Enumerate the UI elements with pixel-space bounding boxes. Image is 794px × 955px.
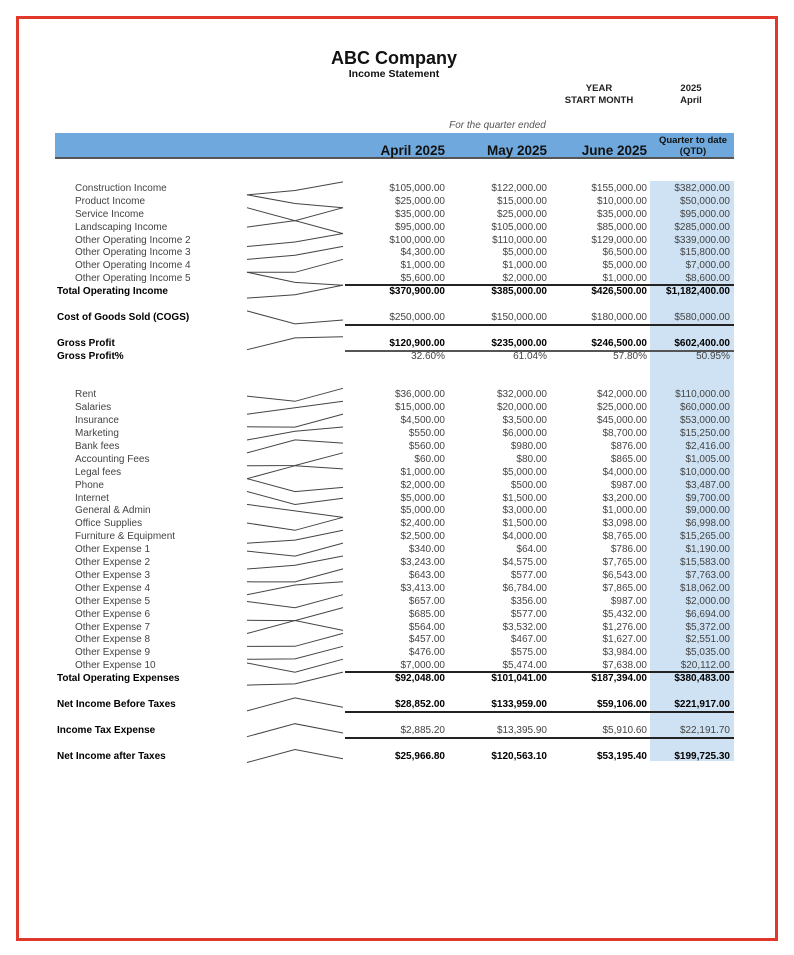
- may-value: 61.04%: [513, 350, 547, 362]
- row-label: Other Expense 10: [75, 660, 156, 672]
- may-value: $120,563.10: [491, 750, 547, 762]
- june-value: $187,394.00: [591, 673, 647, 685]
- row-label: Other Operating Income 2: [75, 234, 191, 246]
- expense-line-item: [55, 466, 734, 479]
- statement-title: Income Statement: [348, 68, 440, 80]
- may-value: $133,959.00: [491, 698, 547, 710]
- june-value: $35,000.00: [596, 208, 647, 220]
- june-value: $7,638.00: [602, 660, 647, 672]
- income-line-item: [55, 195, 734, 208]
- qtd-value: $18,062.00: [679, 582, 730, 594]
- row-label: Other Expense 1: [75, 544, 151, 556]
- may-value: $385,000.00: [491, 286, 547, 298]
- gross-profit-percent-row: [55, 350, 734, 363]
- may-value: $500.00: [510, 479, 547, 491]
- april-value: $100,000.00: [389, 234, 445, 246]
- june-value: $5,910.60: [602, 724, 647, 736]
- april-value: $25,966.80: [394, 750, 445, 762]
- column-header-june: June 2025: [581, 143, 647, 158]
- row-label: Total Operating Income: [57, 286, 168, 298]
- june-value: $45,000.00: [596, 415, 647, 427]
- qtd-value: $1,005.00: [685, 453, 730, 465]
- total-operating-income-row: [55, 285, 734, 298]
- may-value: $577.00: [510, 608, 547, 620]
- may-value: $122,000.00: [491, 182, 547, 194]
- gross-profit-row: [55, 337, 734, 350]
- subtotal-rule: [345, 711, 734, 713]
- april-value: $476.00: [408, 647, 445, 659]
- june-value: $987.00: [610, 595, 647, 607]
- income-line-item: [55, 246, 734, 259]
- expense-line-item: [55, 517, 734, 530]
- june-value: $129,000.00: [591, 234, 647, 246]
- april-value: $15,000.00: [394, 402, 445, 414]
- row-label: Other Expense 8: [75, 634, 151, 646]
- row-label: Other Operating Income 3: [75, 247, 191, 259]
- qtd-value: $1,182,400.00: [666, 286, 730, 298]
- qtd-value: $382,000.00: [674, 182, 730, 194]
- qtd-value: $199,725.30: [674, 750, 730, 762]
- april-value: $250,000.00: [389, 311, 445, 323]
- cogs-row: [55, 311, 734, 324]
- company-name: ABC Company: [330, 48, 457, 68]
- may-value: $235,000.00: [491, 337, 547, 349]
- qtd-value: $380,483.00: [674, 673, 730, 685]
- qtd-value: $15,800.00: [679, 247, 730, 259]
- qtd-value: $60,000.00: [679, 402, 730, 414]
- column-header-april: April 2025: [380, 143, 445, 158]
- june-value: $7,765.00: [602, 557, 647, 568]
- qtd-header-line1: Quarter to date: [658, 135, 728, 146]
- qtd-value: $339,000.00: [674, 234, 730, 246]
- may-value: $1,500.00: [502, 492, 547, 504]
- june-value: $876.00: [610, 440, 647, 452]
- april-value: $370,900.00: [389, 286, 445, 298]
- april-value: $4,300.00: [400, 247, 445, 259]
- may-value: $2,000.00: [502, 273, 547, 285]
- june-value: $786.00: [610, 544, 647, 556]
- april-value: $2,000.00: [400, 479, 445, 491]
- qtd-value: $1,190.00: [685, 544, 730, 556]
- expense-line-item: [55, 595, 734, 608]
- qtd-value: $2,000.00: [685, 595, 730, 607]
- row-label: Other Expense 3: [75, 569, 151, 581]
- qtd-value: $10,000.00: [679, 466, 730, 478]
- april-value: $92,048.00: [394, 673, 445, 685]
- income-line-item: [55, 208, 734, 221]
- may-value: $25,000.00: [496, 208, 547, 220]
- june-value: $5,432.00: [602, 608, 647, 620]
- total-operating-expenses-row: [55, 672, 734, 685]
- april-value: $2,500.00: [400, 531, 445, 543]
- qtd-value: $3,487.00: [685, 479, 730, 491]
- june-value: $1,276.00: [602, 621, 647, 633]
- april-value: $35,000.00: [394, 208, 445, 220]
- expense-line-item: [55, 453, 734, 466]
- row-label: Furniture & Equipment: [75, 531, 176, 543]
- june-value: 57.80%: [613, 350, 647, 362]
- may-value: $3,000.00: [502, 505, 547, 517]
- april-value: $657.00: [408, 595, 445, 607]
- may-value: $1,000.00: [502, 260, 547, 272]
- april-value: $5,600.00: [400, 273, 445, 285]
- may-value: $3,532.00: [502, 621, 547, 633]
- may-value: $5,000.00: [502, 247, 547, 259]
- qtd-value: $50,000.00: [679, 195, 730, 207]
- row-label: Gross Profit%: [57, 350, 124, 362]
- qtd-value: $5,035.00: [685, 647, 730, 659]
- june-value: $155,000.00: [591, 182, 647, 194]
- april-value: $7,000.00: [400, 660, 445, 672]
- row-label: Phone: [75, 479, 104, 491]
- qtd-value: $95,000.00: [679, 208, 730, 220]
- row-label: Bank fees: [75, 440, 120, 452]
- income-tax-expense-row: [55, 724, 734, 737]
- may-value: $577.00: [510, 569, 547, 581]
- june-value: $10,000.00: [596, 195, 647, 207]
- row-label: Other Expense 9: [75, 647, 151, 659]
- june-value: $426,500.00: [591, 286, 647, 298]
- expense-line-item: [55, 440, 734, 453]
- row-label: Other Operating Income 4: [75, 260, 191, 272]
- june-value: $3,984.00: [602, 647, 647, 659]
- expense-line-item: [55, 388, 734, 401]
- qtd-value: $53,000.00: [679, 415, 730, 427]
- june-value: $8,700.00: [602, 428, 647, 439]
- april-value: $2,885.20: [400, 724, 445, 736]
- may-value: $3,500.00: [502, 415, 547, 427]
- june-value: $5,000.00: [602, 260, 647, 272]
- qtd-value: 50.95%: [696, 350, 730, 362]
- may-value: $15,000.00: [496, 195, 547, 207]
- april-value: $105,000.00: [389, 182, 445, 194]
- may-value: $6,784.00: [502, 582, 547, 594]
- april-value: $25,000.00: [394, 195, 445, 207]
- subtotal-rule: [345, 737, 734, 739]
- expense-line-item: [55, 621, 734, 634]
- june-value: $987.00: [610, 479, 647, 491]
- row-label: Office Supplies: [75, 518, 143, 530]
- row-label: Other Expense 7: [75, 621, 151, 633]
- qtd-value: $6,694.00: [685, 608, 730, 620]
- row-label: Net Income after Taxes: [57, 750, 166, 762]
- june-value: $25,000.00: [596, 402, 647, 414]
- expense-line-item: [55, 427, 734, 440]
- qtd-value: $9,700.00: [685, 492, 730, 504]
- qtd-value: $9,000.00: [685, 505, 730, 517]
- may-value: $1,500.00: [502, 518, 547, 530]
- expense-line-item: [55, 543, 734, 556]
- april-value: $60.00: [414, 453, 445, 465]
- expense-line-item: [55, 492, 734, 505]
- june-value: $85,000.00: [596, 221, 647, 233]
- column-header-may: May 2025: [486, 143, 547, 158]
- june-value: $59,106.00: [596, 698, 647, 710]
- expense-line-item: [55, 646, 734, 659]
- row-label: Cost of Goods Sold (COGS): [57, 311, 190, 323]
- row-label: Internet: [75, 492, 109, 504]
- qtd-value: $221,917.00: [674, 698, 730, 710]
- qtd-value: $22,191.70: [679, 724, 730, 736]
- income-line-item: [55, 259, 734, 272]
- expense-line-item: [55, 582, 734, 595]
- june-value: $6,500.00: [602, 247, 647, 259]
- june-value: $1,000.00: [602, 273, 647, 285]
- income-line-item: [55, 182, 734, 195]
- expense-line-item: [55, 530, 734, 543]
- may-value: $13,395.90: [496, 724, 547, 736]
- subtotal-rule: [345, 324, 734, 326]
- april-value: $36,000.00: [394, 389, 445, 401]
- june-value: $1,627.00: [602, 634, 647, 646]
- april-value: $457.00: [408, 634, 445, 646]
- may-value: $4,000.00: [502, 531, 547, 543]
- expense-line-item: [55, 414, 734, 427]
- row-label: Product Income: [75, 195, 146, 207]
- may-value: $5,000.00: [502, 466, 547, 478]
- may-value: $80.00: [516, 453, 547, 465]
- qtd-value: $580,000.00: [674, 311, 730, 323]
- may-value: $110,000.00: [492, 234, 547, 246]
- net-income-before-taxes-row: [55, 698, 734, 711]
- qtd-value: $5,372.00: [685, 621, 730, 633]
- may-value: $32,000.00: [496, 389, 547, 401]
- april-value: $95,000.00: [394, 221, 445, 233]
- june-value: $3,200.00: [602, 492, 647, 504]
- row-label: Salaries: [75, 402, 112, 414]
- june-value: $3,098.00: [602, 518, 647, 530]
- row-label: Other Expense 5: [75, 595, 151, 607]
- april-value: $560.00: [408, 440, 445, 452]
- may-value: $64.00: [516, 544, 547, 556]
- expense-line-item: [55, 569, 734, 582]
- june-value: $6,543.00: [602, 569, 647, 581]
- june-value: $42,000.00: [596, 389, 647, 401]
- april-value: $2,400.00: [400, 518, 445, 530]
- net-income-after-taxes-row: [55, 750, 734, 763]
- qtd-value: $7,763.00: [685, 569, 730, 581]
- row-label: Accounting Fees: [75, 453, 150, 465]
- may-value: $105,000.00: [491, 221, 547, 233]
- qtd-value: $110,000.00: [675, 389, 730, 401]
- may-value: $20,000.00: [496, 402, 547, 414]
- row-label: Construction Income: [75, 182, 167, 194]
- qtd-value: $20,112.00: [680, 660, 730, 672]
- row-label: Service Income: [75, 208, 144, 220]
- row-label: Other Expense 4: [75, 582, 151, 594]
- qtd-value: $2,416.00: [685, 440, 730, 452]
- april-value: $3,413.00: [400, 582, 445, 594]
- row-label: Other Operating Income 5: [75, 273, 191, 285]
- april-value: $1,000.00: [400, 466, 445, 478]
- april-value: $3,243.00: [400, 557, 445, 568]
- total-rule: [345, 671, 734, 673]
- april-value: $5,000.00: [400, 492, 445, 504]
- april-value: $643.00: [408, 569, 445, 581]
- june-value: $4,000.00: [602, 466, 647, 478]
- expense-line-item: [55, 401, 734, 414]
- qtd-value: $285,000.00: [674, 221, 730, 233]
- june-value: $180,000.00: [591, 311, 647, 323]
- year-value[interactable]: 2025: [680, 83, 702, 94]
- may-value: $575.00: [510, 647, 547, 659]
- expense-line-item: [55, 608, 734, 621]
- april-value: $550.00: [408, 428, 445, 439]
- june-value: $1,000.00: [602, 505, 647, 517]
- year-label: YEAR: [585, 83, 613, 94]
- quarter-note: For the quarter ended: [449, 120, 546, 131]
- row-label: Other Expense 6: [75, 608, 151, 620]
- april-value: $28,852.00: [394, 698, 445, 710]
- row-label: Other Expense 2: [75, 557, 151, 568]
- qtd-value: $15,265.00: [679, 531, 730, 543]
- june-value: $8,765.00: [602, 531, 647, 543]
- qtd-value: $602,400.00: [674, 337, 730, 349]
- april-value: $685.00: [408, 608, 445, 620]
- qtd-value: $2,551.00: [685, 634, 730, 646]
- april-value: $340.00: [408, 544, 445, 556]
- april-value: $4,500.00: [400, 415, 445, 427]
- april-value: $120,900.00: [389, 337, 445, 349]
- start-month-value[interactable]: April: [680, 95, 702, 106]
- may-value: $150,000.00: [491, 311, 547, 323]
- may-value: $980.00: [510, 440, 547, 452]
- april-value: $1,000.00: [400, 260, 445, 272]
- row-label: Net Income Before Taxes: [57, 698, 176, 710]
- may-value: $101,041.00: [491, 673, 547, 685]
- may-value: $6,000.00: [502, 428, 547, 439]
- april-value: $5,000.00: [400, 505, 445, 517]
- row-label: Rent: [75, 389, 97, 401]
- row-label: Gross Profit: [57, 337, 115, 349]
- june-value: $7,865.00: [602, 582, 647, 594]
- row-label: Total Operating Expenses: [57, 673, 180, 685]
- qtd-value: $15,583.00: [679, 557, 730, 568]
- expense-line-item: [55, 479, 734, 492]
- expense-line-item: [55, 633, 734, 646]
- june-value: $865.00: [610, 453, 647, 465]
- row-label: General & Admin: [75, 505, 151, 517]
- income-line-item: [55, 234, 734, 247]
- may-value: $5,474.00: [502, 660, 547, 672]
- qtd-header-line2: (QTD): [679, 146, 707, 157]
- start-month-label: START MONTH: [564, 95, 634, 106]
- april-value: 32.60%: [411, 350, 445, 362]
- may-value: $467.00: [510, 634, 547, 646]
- row-label: Landscaping Income: [75, 221, 168, 233]
- expense-line-item: [55, 556, 734, 569]
- section-header-operating-income: [55, 169, 734, 182]
- may-value: $4,575.00: [502, 557, 547, 568]
- income-line-item: [55, 221, 734, 234]
- june-value: $246,500.00: [591, 337, 647, 349]
- qtd-value: $15,250.00: [679, 428, 730, 439]
- qtd-value: $7,000.00: [685, 260, 730, 272]
- total-rule: [345, 284, 734, 286]
- june-value: $53,195.40: [596, 750, 647, 762]
- row-label: Marketing: [75, 428, 119, 439]
- qtd-value: $8,600.00: [685, 273, 730, 285]
- expense-line-item: [55, 504, 734, 517]
- qtd-value: $6,998.00: [685, 518, 730, 530]
- row-label: Income Tax Expense: [57, 724, 156, 736]
- row-label: Legal fees: [75, 466, 122, 478]
- row-label: Insurance: [75, 415, 119, 427]
- april-value: $564.00: [408, 621, 445, 633]
- may-value: $356.00: [510, 595, 547, 607]
- section-header-operating-expenses: [55, 375, 734, 388]
